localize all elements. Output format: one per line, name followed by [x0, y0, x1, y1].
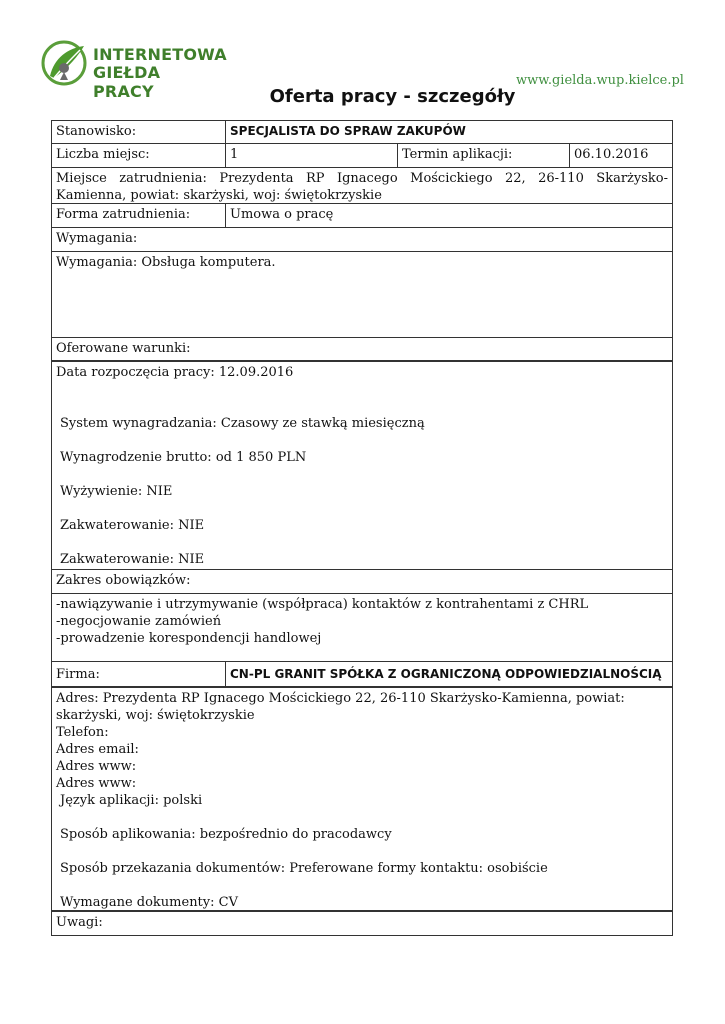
position-row	[51, 120, 673, 144]
start-date: Data rozpoczęcia pracy: 12.09.2016	[56, 365, 294, 380]
deadline-value: 06.10.2016	[569, 144, 672, 167]
site-url[interactable]: www.gielda.wup.kielce.pl	[516, 73, 684, 88]
places-label: Liczba miejsc:	[56, 147, 150, 162]
duties-header-row	[51, 570, 673, 594]
offer-table	[51, 120, 673, 936]
workplace-row	[51, 168, 673, 204]
requirements-header-row	[51, 228, 673, 252]
requirements-label: Wymagania:	[56, 231, 138, 246]
company-details-row	[51, 688, 673, 912]
company-label: Firma:	[56, 667, 100, 682]
company-phone: Telefon:	[56, 725, 109, 740]
notes-row	[51, 912, 673, 936]
company-www-1: Adres www:	[56, 759, 137, 774]
required-documents: Wymagane dokumenty: CV	[60, 895, 238, 910]
position-value: SPECJALISTA DO SPRAW ZAKUPÓW	[225, 121, 672, 143]
logo-text-line1: INTERNETOWA	[93, 45, 227, 64]
meals: Wyżywienie: NIE	[60, 484, 173, 499]
places-value: 1	[225, 144, 397, 167]
logo	[40, 38, 227, 101]
employment-value: Umowa o pracę	[225, 204, 672, 227]
conditions-label: Oferowane warunki:	[56, 341, 191, 356]
page-title: Oferta pracy - szczegóły	[269, 86, 516, 107]
logo-text-line2: GIEŁDA PRACY	[93, 63, 161, 101]
conditions-row	[51, 362, 673, 570]
documents-method: Sposób przekazania dokumentów: Preferowane formy kontaktu: osobiście	[60, 861, 548, 876]
company-row	[51, 662, 673, 688]
company-www-2: Adres www:	[56, 776, 137, 791]
company-address: Adres: Prezydenta RP Ignacego Mościckiego 22, 26-110 Skarżysko-Kamienna, powiat: skarżyski, woj: świętokrzyskie	[56, 691, 625, 723]
company-email: Adres email:	[56, 742, 139, 757]
conditions-header-row	[51, 338, 673, 362]
application-language: Język aplikacji: polski	[60, 793, 203, 808]
duties-row	[51, 594, 673, 662]
deadline-label: Termin aplikacji:	[397, 144, 569, 167]
notes-label: Uwagi:	[56, 915, 103, 930]
requirements-row	[51, 252, 673, 338]
salary: Wynagrodzenie brutto: od 1 850 PLN	[60, 450, 307, 465]
workplace-text: Miejsce zatrudnienia: Prezydenta RP Ignacego Mościckiego 22, 26-110 Skarżysko-Kamienna, powiat: skarżyski, woj: świętokrzyskie	[56, 171, 668, 203]
duty-item: -negocjowanie zamówień	[56, 614, 222, 629]
places-row	[51, 144, 673, 168]
duty-item: -nawiązywanie i utrzymywanie (współpraca) kontaktów z kontrahentami z CHRL	[56, 597, 589, 612]
employment-row	[51, 204, 673, 228]
requirements-text: Wymagania: Obsługa komputera.	[56, 255, 276, 270]
company-value: CN-PL GRANIT SPÓŁKA Z OGRANICZONĄ ODPOWIEDZIALNOŚCIĄ	[225, 662, 672, 686]
logo-leaf-icon	[40, 38, 90, 88]
duty-item: -prowadzenie korespondencji handlowej	[56, 631, 322, 646]
employment-label: Forma zatrudnienia:	[56, 207, 191, 222]
apply-method: Sposób aplikowania: bezpośrednio do pracodawcy	[60, 827, 392, 842]
lodging-2: Zakwaterowanie: NIE	[60, 552, 205, 567]
lodging-1: Zakwaterowanie: NIE	[60, 518, 205, 533]
pay-system: System wynagradzania: Czasowy ze stawką miesięczną	[60, 416, 425, 431]
position-label: Stanowisko:	[56, 124, 137, 139]
duties-label: Zakres obowiązków:	[56, 573, 191, 588]
